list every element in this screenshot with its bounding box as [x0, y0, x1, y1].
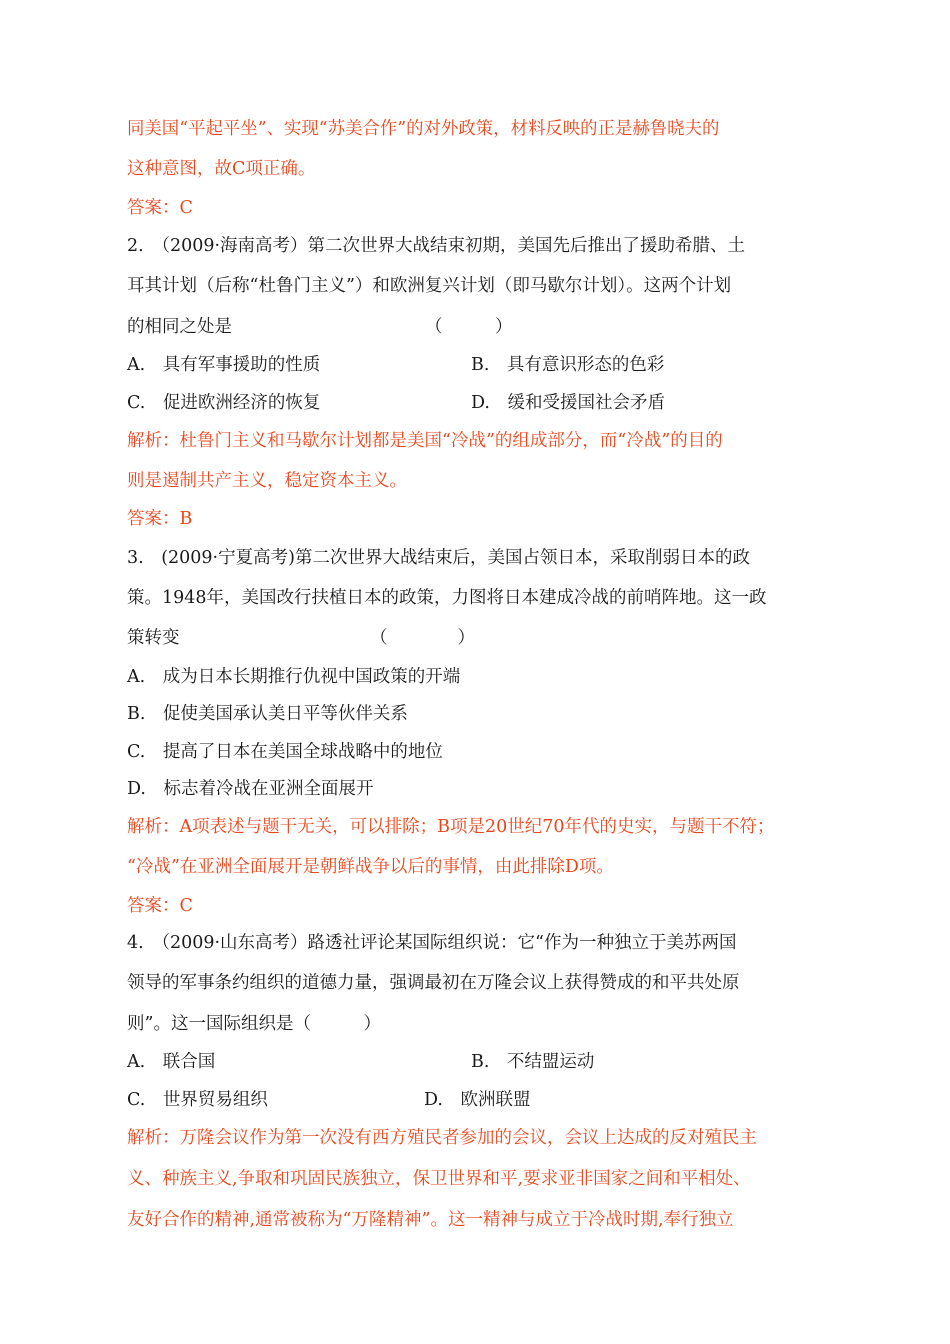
- question-line: 2. （2009·海南高考）第二次世界大战结束初期，美国先后推出了援助希腊、土: [127, 236, 746, 256]
- question-line: 耳其计划（后称“杜鲁门主义”）和欧洲复兴计划（即马歇尔计划）。这两个计划: [127, 276, 732, 296]
- answer-blank: （ ）: [425, 317, 513, 337]
- question-line: 4. （2009·山东高考）路透社评论某国际组织说：它“作为一种独立于美苏两国: [127, 933, 737, 953]
- option-d: D. 缓和受援国社会矛盾: [471, 393, 665, 413]
- explanation-line: 解析：A项表述与题干无关，可以排除；B项是20世纪70年代的史实，与题干不符；: [127, 817, 775, 837]
- explanation-line: 则是遏制共产主义，稳定资本主义。: [127, 471, 407, 491]
- option-a: A. 具有军事援助的性质: [127, 355, 321, 375]
- answer-line: 答案：B: [127, 509, 193, 529]
- question-line: 3. (2009·宁夏高考)第二次世界大战结束后，美国占领日本，采取削弱日本的政: [127, 548, 750, 568]
- question-line: 则”。这一国际组织是（ ）: [127, 1014, 381, 1034]
- answer-line: 答案：C: [127, 198, 193, 218]
- explanation-line: 这种意图，故C项正确。: [127, 159, 316, 179]
- explanation-line: “冷战”在亚洲全面展开是朝鲜战争以后的事情，由此排除D项。: [127, 857, 614, 877]
- question-line: 的相同之处是: [127, 317, 232, 337]
- explanation-line: 义、种族主义,争取和巩固民族独立，保卫世界和平,要求亚非国家之间和平相处、: [127, 1169, 751, 1189]
- option-a: A. 联合国: [127, 1052, 216, 1072]
- answer-line: 答案：C: [127, 896, 193, 916]
- question-line: 策转变: [127, 628, 180, 648]
- explanation-line: 解析：杜鲁门主义和马歇尔计划都是美国“冷战”的组成部分，而“冷战”的目的: [127, 431, 723, 451]
- option-b: B. 具有意识形态的色彩: [471, 355, 665, 375]
- option-b: B. 促使美国承认美日平等伙伴关系: [127, 704, 408, 724]
- question-line: 领导的军事条约组织的道德力量，强调最初在万隆会议上获得赞成的和平共处原: [127, 973, 740, 993]
- option-c: C. 世界贸易组织: [127, 1090, 268, 1110]
- question-line: 策。1948年，美国改行扶植日本的政策，力图将日本建成冷战的前哨阵地。这一政: [127, 588, 767, 608]
- explanation-line: 解析：万隆会议作为第一次没有西方殖民者参加的会议，会议上达成的反对殖民主: [127, 1128, 757, 1148]
- option-b: B. 不结盟运动: [471, 1052, 595, 1072]
- answer-blank: （ ）: [370, 628, 475, 648]
- option-d: D. 欧洲联盟: [424, 1090, 531, 1110]
- option-c: C. 提高了日本在美国全球战略中的地位: [127, 742, 443, 762]
- option-d: D. 标志着冷战在亚洲全面展开: [127, 779, 374, 799]
- explanation-line: 友好合作的精神,通常被称为“万隆精神”。这一精神与成立于冷战时期,奉行独立: [127, 1210, 734, 1230]
- option-a: A. 成为日本长期推行仇视中国政策的开端: [127, 667, 461, 687]
- option-c: C. 促进欧洲经济的恢复: [127, 393, 321, 413]
- explanation-line: 同美国“平起平坐”、实现“苏美合作”的对外政策，材料反映的正是赫鲁晓夫的: [127, 119, 720, 139]
